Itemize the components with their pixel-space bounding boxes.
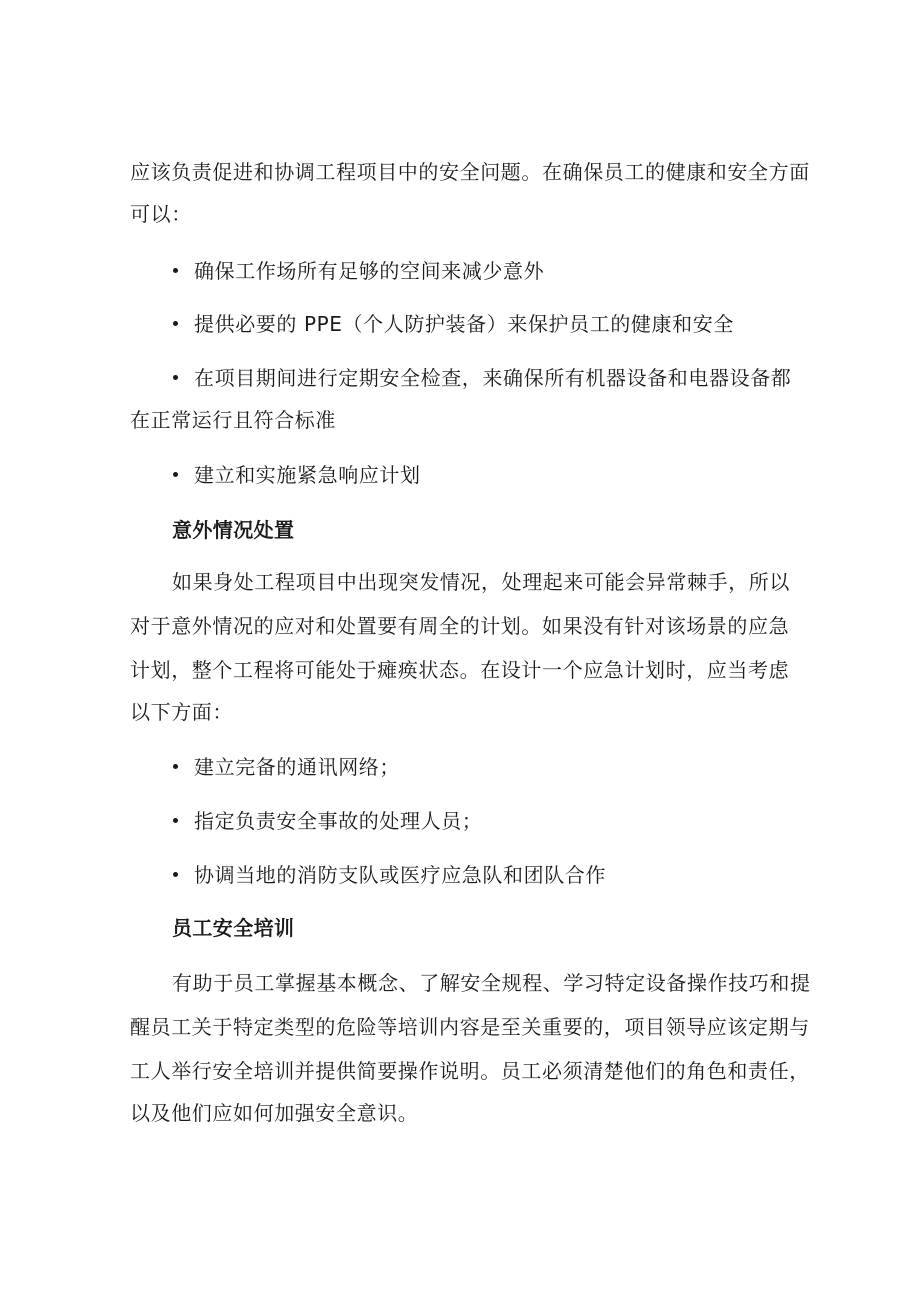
bullet-dot: [173, 268, 178, 273]
section-heading-emergency: 意外情况处置: [172, 518, 295, 542]
bullet-dot: [173, 375, 178, 380]
safety-bullet-3: 在项目期间进行定期安全检查，来确保所有机器设备和电器设备都: [194, 366, 792, 390]
emergency-para-line-1: 如果身处工程项目中出现突发情况，处理起来可能会异常棘手，所以: [172, 570, 790, 594]
bullet-dot: [173, 321, 178, 326]
emergency-bullet-1: 建立完备的通讯网络；: [194, 755, 400, 779]
intro-line-1: 应该负责促进和协调工程项目中的安全问题。在确保员工的健康和安全方面: [130, 160, 810, 184]
section-heading-training: 员工安全培训: [172, 916, 295, 940]
training-para-line-4: 以及他们应如何加强安全意识。: [130, 1101, 419, 1125]
emergency-para-line-3: 计划，整个工程将可能处于瘫痪状态。在设计一个应急计划时，应当考虑: [130, 658, 790, 682]
training-para-line-3: 工人举行安全培训并提供简要操作说明。员工必须清楚他们的角色和责任，: [130, 1059, 810, 1083]
bullet-dot: [173, 818, 178, 823]
bullet-dot: [173, 764, 178, 769]
emergency-para-line-2: 对于意外情况的应对和处置要有周全的计划。如果没有针对该场景的应急: [130, 614, 790, 638]
training-para-line-1: 有助于员工掌握基本概念、了解安全规程、学习特定设备操作技巧和提: [172, 971, 811, 995]
safety-bullet-2: 提供必要的 PPE（个人防护装备）来保护员工的健康和安全: [194, 312, 734, 336]
emergency-bullet-3: 协调当地的消防支队或医疗应急队和团队合作: [194, 863, 606, 887]
safety-bullet-1: 确保工作场所有足够的空间来减少意外: [194, 259, 545, 283]
intro-line-2: 可以：: [130, 202, 192, 226]
safety-bullet-3-continuation: 在正常运行且符合标准: [130, 408, 336, 432]
emergency-bullet-2: 指定负责安全事故的处理人员；: [194, 809, 483, 833]
bullet-dot: [173, 472, 178, 477]
training-para-line-2: 醒员工关于特定类型的危险等培训内容是至关重要的，项目领导应该定期与: [130, 1015, 810, 1039]
safety-bullet-4: 建立和实施紧急响应计划: [194, 463, 421, 487]
emergency-para-line-4: 以下方面：: [130, 700, 233, 724]
bullet-dot: [173, 872, 178, 877]
